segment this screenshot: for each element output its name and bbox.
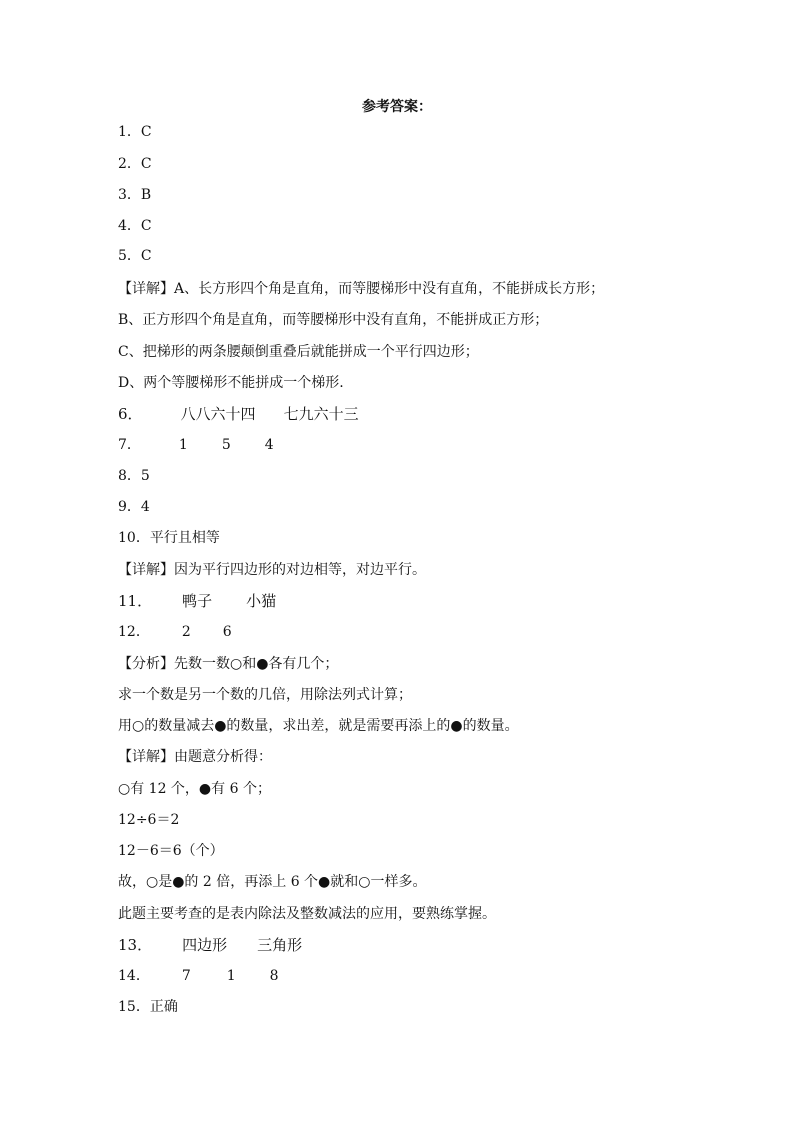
answer-11: 11． 鸭子 小猫: [118, 592, 277, 610]
explanation-line: C、把梯形的两条腰颠倒重叠后就能拼成一个平行四边形；: [118, 344, 479, 360]
answer-1: 1．C: [118, 124, 152, 140]
answer-3: 3．B: [118, 187, 152, 203]
equation-line: 12÷6＝2: [118, 812, 180, 828]
answer-12: 12． 2 6: [118, 624, 232, 640]
explanation-line: 此题主要考查的是表内除法及整数减法的应用，要熟练掌握。: [118, 906, 496, 922]
analysis-line: 【分析】先数一数○和●各有几个；: [118, 656, 339, 672]
explanation-line: ○有 12 个，●有 6 个；: [118, 781, 271, 797]
answer-5: 5．C: [118, 248, 152, 264]
answer-13: 13． 四边形 三角形: [118, 936, 303, 954]
answer-9: 9．4: [118, 499, 150, 515]
explanation-line: B、正方形四个角是直角，而等腰梯形中没有直角，不能拼成正方形；: [118, 312, 549, 328]
analysis-line: 用○的数量减去●的数量，求出差，就是需要再添上的●的数量。: [118, 718, 519, 734]
answer-10: 10．平行且相等: [118, 530, 220, 546]
answer-2: 2．C: [118, 156, 152, 172]
answer-8: 8．5: [118, 468, 150, 484]
page-title: 参考答案：: [362, 99, 432, 115]
answer-14: 14． 7 1 8: [118, 968, 279, 984]
explanation-line: D、两个等腰梯形不能拼成一个梯形.: [118, 375, 344, 391]
answer-4: 4．C: [118, 218, 152, 234]
answer-6: 6． 八八六十四 七九六十三: [118, 405, 359, 423]
explanation-line: 【详解】A、长方形四个角是直角，而等腰梯形中没有直角，不能拼成长方形；: [118, 281, 605, 297]
analysis-line: 求一个数是另一个数的几倍，用除法列式计算；: [118, 687, 412, 703]
explanation-line: 故，○是●的 2 倍，再添上 6 个●就和○一样多。: [118, 874, 427, 890]
equation-line: 12－6＝6（个）: [118, 843, 224, 859]
explanation-line: 【详解】由题意分析得：: [118, 749, 272, 765]
answer-15: 15．正确: [118, 999, 178, 1015]
explanation-line: 【详解】因为平行四边形的对边相等，对边平行。: [118, 562, 426, 578]
answer-7: 7． 1 5 4: [118, 437, 274, 453]
